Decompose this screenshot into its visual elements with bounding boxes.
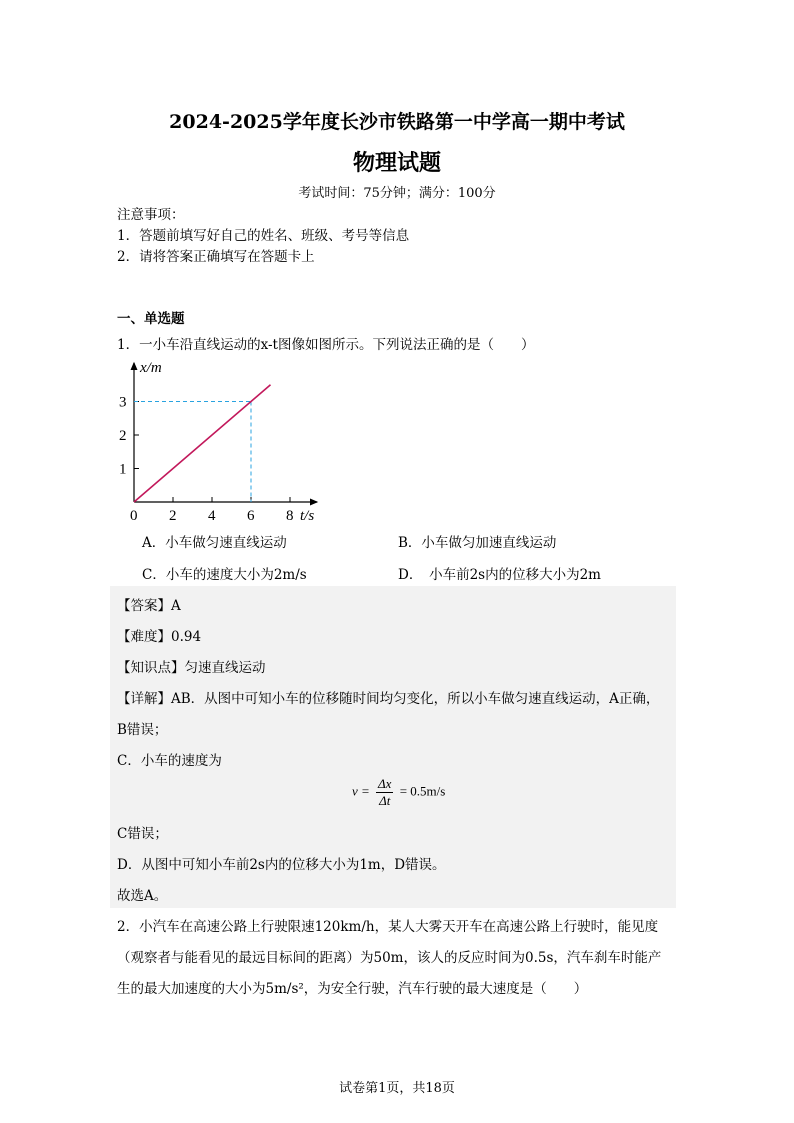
exam-title: 2024-2025学年度长沙市铁路第一中学高一期中考试 <box>169 111 625 133</box>
velocity-formula <box>352 776 445 809</box>
x-tick-label: 8 <box>286 508 294 524</box>
q1-answer: 【答案】A <box>117 598 181 614</box>
y-tick-label: 2 <box>119 428 127 444</box>
xt-chart <box>110 355 330 525</box>
q1-detail-5: D．从图中可知小车前2s内的位移大小为1m，D错误。 <box>117 857 446 873</box>
x-axis-label: t/s <box>300 508 315 524</box>
formula-fraction <box>376 776 393 809</box>
formula-lhs: v = <box>352 783 370 799</box>
q1-knowledge: 【知识点】匀速直线运动 <box>117 660 266 676</box>
section-title: 一、单选题 <box>117 311 185 327</box>
y-tick-label: 3 <box>119 394 127 411</box>
y-tick-label: 1 <box>119 461 127 478</box>
q1-option-d[interactable]: D． 小车前2s内的位移大小为2m <box>398 567 601 583</box>
q1-difficulty: 【难度】0.94 <box>117 629 202 645</box>
y-axis-label: x/m <box>140 360 162 376</box>
q1-stem: 1．一小车沿直线运动的x-t图像如图所示。下列说法正确的是（ ） <box>117 337 535 353</box>
x-tick-label: 4 <box>208 508 216 524</box>
q2-line-3: 生的最大加速度的大小为5m/s²，为安全行驶，汽车行驶的最大速度是（ ） <box>117 981 588 997</box>
q1-detail-2: B错误； <box>117 722 168 738</box>
q1-detail-1: 【详解】AB．从图中可知小车的位移随时间均匀变化，所以小车做匀速直线运动，A正确， <box>117 691 660 707</box>
formula-denominator: Δt <box>379 793 391 808</box>
q1-detail-6: 故选A。 <box>117 888 168 904</box>
x-tick-label: 2 <box>169 508 177 524</box>
note-item-2: 2．请将答案正确填写在答题卡上 <box>117 249 315 265</box>
q1-option-b[interactable]: B．小车做匀加速直线运动 <box>398 535 557 551</box>
subject-title: 物理试题 <box>352 150 441 176</box>
series-line <box>134 385 271 502</box>
q2-line-2: （观察者与能看见的最远目标间的距离）为50m，该人的反应时间为0.5s，汽车刹车时能产 <box>117 950 662 966</box>
exam-meta: 考试时间：75分钟；满分：100分 <box>298 186 496 201</box>
q1-detail-4: C错误； <box>117 826 168 842</box>
q1-detail-3: C．小车的速度为 <box>117 753 222 769</box>
formula-numerator: Δx <box>378 776 392 791</box>
q2-line-1: 2．小汽车在高速公路上行驶限速120km/h，某人大雾天开车在高速公路上行驶时，能见度 <box>117 919 659 935</box>
q1-option-c[interactable]: C．小车的速度大小为2m/s <box>142 567 307 583</box>
page-footer: 试卷第1页，共18页 <box>339 1081 455 1096</box>
q1-option-a[interactable]: A．小车做匀速直线运动 <box>142 535 287 551</box>
x-tick-label: 6 <box>247 508 255 524</box>
note-item-1: 1．答题前填写好自己的姓名、班级、考号等信息 <box>117 228 410 244</box>
formula-rhs: = 0.5m/s <box>399 783 446 799</box>
notes-heading: 注意事项： <box>117 207 185 223</box>
x-tick-label: 0 <box>130 508 138 524</box>
